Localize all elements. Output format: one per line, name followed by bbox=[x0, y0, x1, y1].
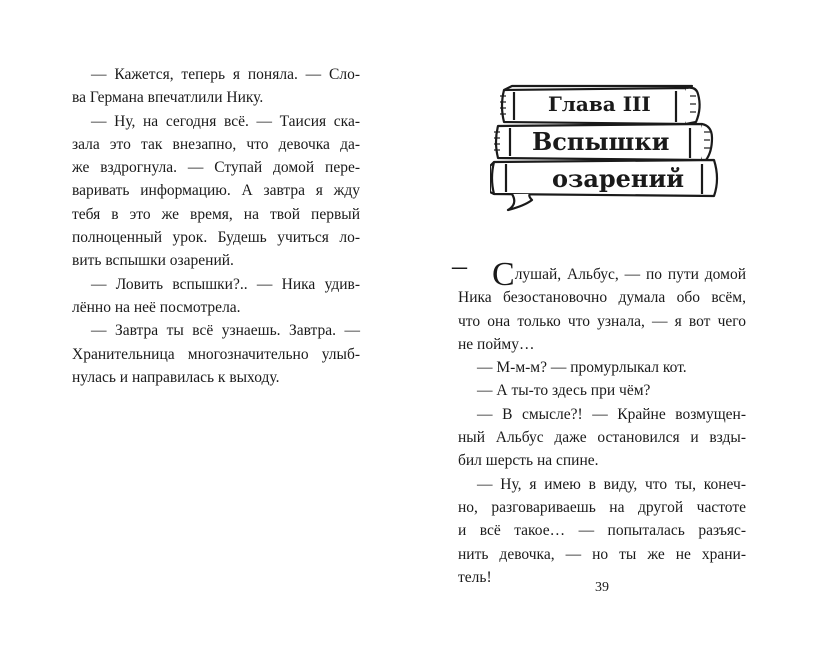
text-line: нить девочка, — но ты же не храни- bbox=[458, 545, 746, 563]
text-line-rest: лушай, Альбус, — по пути домой bbox=[514, 266, 746, 283]
right-page-text bbox=[452, 249, 746, 589]
text-line: что она только что узнала, — я вот чего bbox=[458, 312, 746, 330]
text-line: нулась и направилась к выходу. bbox=[72, 368, 280, 386]
text-line: — М-м-м? — промурлыкал кот. bbox=[477, 359, 687, 377]
text-line: — Завтра ты всё узнаешь. Завтра. — bbox=[91, 322, 360, 340]
text-line: ный Альбус даже остановился и взды- bbox=[458, 429, 746, 447]
paragraph bbox=[458, 356, 746, 379]
text-line: — Ну, на сегодня всё. — Таисия ска- bbox=[91, 112, 360, 130]
paragraph bbox=[72, 319, 360, 389]
paragraph bbox=[72, 273, 360, 320]
text-line: Ника безостановочно думала обо всём, bbox=[458, 289, 746, 307]
paragraph bbox=[458, 473, 746, 589]
text-line: и всё такое… — попыталась разъяс- bbox=[458, 522, 746, 540]
chapter-title-line2: озарений bbox=[552, 164, 685, 193]
text-line: — В смысле?! — Крайне возмущен- bbox=[477, 405, 746, 423]
chapter-title-line1: Вспышки bbox=[532, 127, 670, 156]
text-line: — Кажется, теперь я поняла. — Сло- bbox=[91, 66, 360, 83]
page-number: 39 bbox=[595, 580, 609, 595]
chapter-heading-books bbox=[490, 82, 720, 212]
paragraph-dropcap bbox=[452, 249, 746, 356]
text-line: тель! bbox=[458, 568, 492, 586]
text-line: вить вспышки озарений. bbox=[72, 252, 234, 270]
paragraph bbox=[72, 110, 360, 273]
paragraph bbox=[458, 379, 746, 402]
text-line: ва Германа впечатлили Нику. bbox=[72, 89, 264, 107]
text-line: тебя в это же время, на твой первый bbox=[72, 205, 360, 223]
text-line: варивать информацию. А завтра я жду bbox=[72, 182, 360, 200]
text-line: бил шерсть на спине. bbox=[458, 452, 599, 470]
dropcap-letter: С bbox=[492, 256, 515, 293]
paragraph bbox=[458, 403, 746, 473]
text-line: Хранительница многозначительно улыб- bbox=[72, 345, 360, 363]
text-line: — Ловить вспышки?.. — Ника удив- bbox=[91, 275, 360, 293]
left-page-text bbox=[72, 63, 360, 389]
dropcap-dash: – bbox=[452, 249, 467, 282]
paragraph bbox=[72, 63, 360, 110]
text-line: же вздрогнула. — Ступай домой пере- bbox=[72, 159, 360, 177]
text-line: зала это так внезапно, что девочка да- bbox=[72, 135, 360, 153]
text-line: не пойму… bbox=[458, 335, 535, 353]
text-line: — Ну, я имею в виду, что ты, конеч- bbox=[477, 475, 746, 493]
chapter-number: Глава III bbox=[548, 92, 651, 116]
text-line: лённо на неё посмотрела. bbox=[72, 298, 241, 316]
text-line bbox=[458, 256, 746, 293]
text-line: полноценный урок. Будешь учиться ло- bbox=[72, 229, 360, 247]
text-line: но, разговариваешь на другой частоте bbox=[458, 498, 746, 516]
text-line: — А ты-то здесь при чём? bbox=[477, 382, 651, 400]
